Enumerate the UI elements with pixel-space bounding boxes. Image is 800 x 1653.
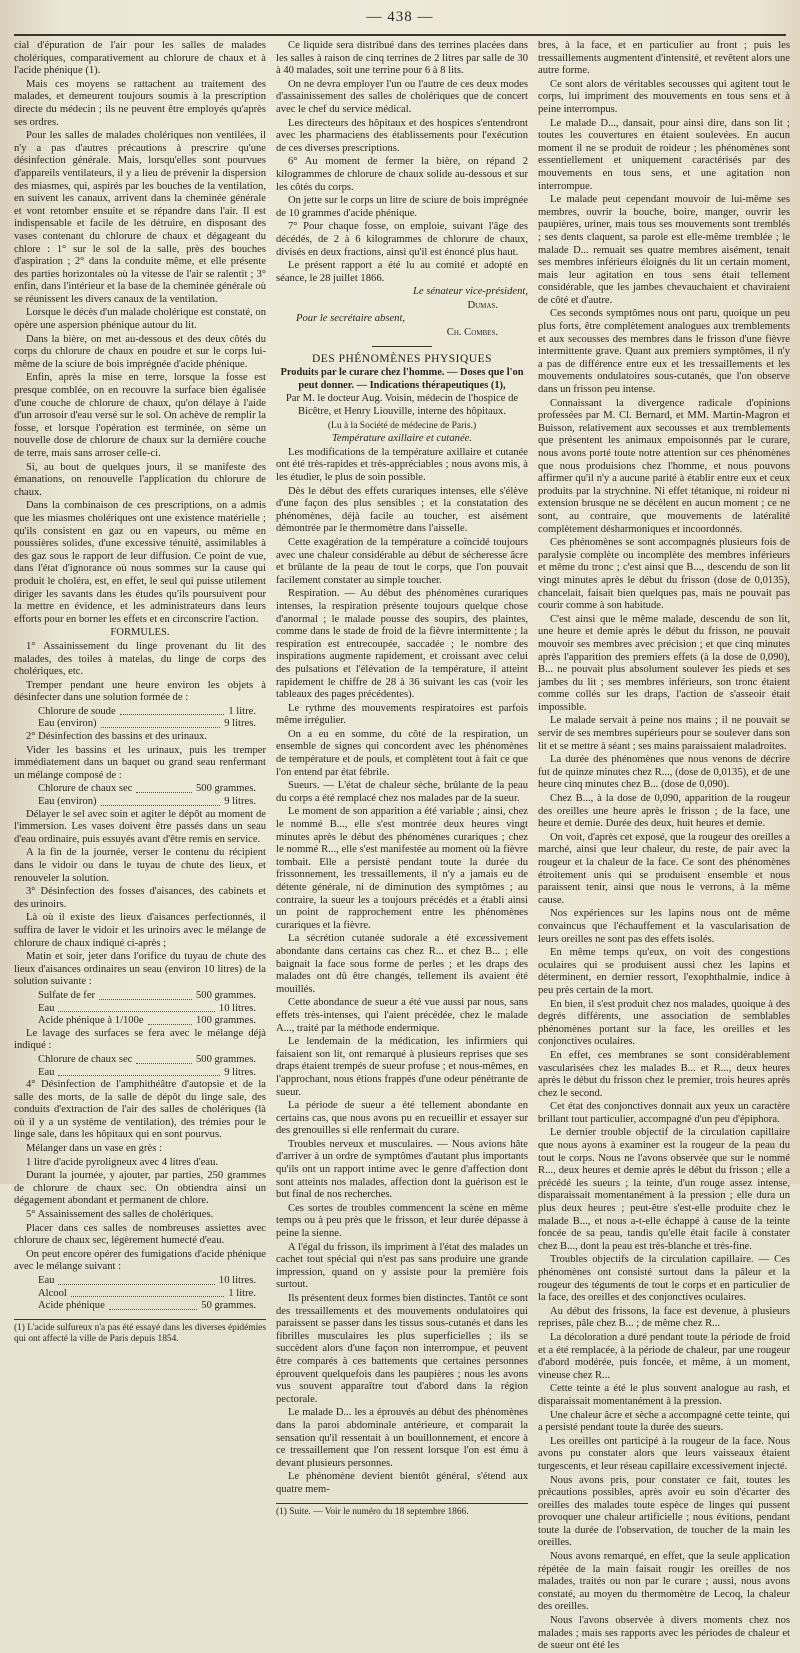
paragraph: Dans la combinaison de ces prescriptions, on a admis que les miasmes cholériques ont une existence matérielle ; qu'ils consistent en gaz ou en vapeurs, ou même en poussières solides, d'une excessive ténuité, assimilables à des gaz sous le rapport de leur diffusion. Ce point de vue, dans l'état d'ignorance où nous sommes sur la cause qui produit le choléra, est, en effet, le seul qui puisse utilement diriger les savants dans les études qu'ils poursuivent pour la mettre en évidence, et les administrateurs dans leurs efforts pour en borner les effets et en circonscrire l'action. [14,500,266,625]
paragraph: Sueurs. — L'état de chaleur sèche, brûlante de la peau du corps a été remplacé chez nos malades par de la sueur. [276,780,528,804]
formula-line: Chlorure de soude 1 litre. [38,705,256,717]
paragraph: 7° Pour chaque fosse, on emploie, suivant l'âge des décédés, de 2 à 6 kilogrammes de chlorure de chaux, divisés en deux fractions, ainsi qu'il est énoncé plus haut. [276,221,528,258]
page-number: — 438 — [366,8,434,25]
paragraph: Placer dans ces salles de nombreuses assiettes avec chlorure de chaux sec, légèrement humecté d'eau. [14,1222,266,1247]
paragraph: Connaissant la divergence radicale d'opinions professées par M. Cl. Bernard, et MM. Martin-Magron et Buisson, relativement aux secousses et aux tremblements que présentent les animaux empoisonnés par le curare, nous avons porté toute notre attention sur ces phénomènes que nous produisions chez l'homme, et nous pouvons affirmer qu'il n'y a aucune parité à établir entre eux et ceux produits par la strychnine. Ni effet tétanique, ni roideur ni extension brusque ne se décèlent en aucun moment ; ce ne sont, au contraire, que mouvements de latéralité complètement désharmoniques et incoordonnés. [538,397,790,535]
paragraph: Au début des frissons, la face est devenue, à plusieurs reprises, pâle chez B... ; de même chez R... [538,1305,790,1330]
article-read-note: (Lu à la Société de médecine de Paris.) [327,420,477,431]
paragraph: Ce sont alors de véritables secousses qui agitent tout le corps, lui impriment des mouvements en tous sens et à peine interrompus. [538,78,790,115]
formula-line: Eau 9 litres. [38,1066,256,1078]
paragraph: Le malade D... les a éprouvés au début des phénomènes dans la paroi abdominale antérieure, et comparait la sensation qu'il ressentait à un bouillonnement, et encore à ce tressaillement que l'on ressent lorsque l'on est ému à devant plusieurs personnes. [276,1407,528,1469]
footnote: (1) Suite. — Voir le numéro du 18 septembre 1866. [276,1503,528,1518]
paragraph: La sécrétion cutanée sudorale a été excessivement abondante dans certains cas chez R... et chez B... ; elle baignait la face sous forme de perles ; et les draps des malades ont dû être changés, tellement ils avaient été mouillés. [276,933,528,995]
paragraph: Respiration. — Au début des phénomènes curariques intenses, la respiration présente toujours quelque chose d'anormal ; le malade pousse des soupirs, des plaintes, comme dans le stade de froid de la fièvre intermittente ; la respiration est entrecoupée, saccadée ; le nombre des inspirations augmente rapidement, et croissant avec celui des pulsations et l'élévation de la température, il atteint rapidement le chiffre de 28 à 36 suivant les cas (voir les tableaux des pages précédentes). [276,588,528,701]
paragraph: bres, à la face, et en particulier au front ; puis les tressaillements augmentent d'intensité, et revêtent alors une autre forme. [538,40,790,77]
formula-line: Chlorure de chaux sec 500 grammes. [38,783,256,795]
paragraph: cial d'épuration de l'air pour les salles de malades cholériques, comparativement au chlorure de chaux et à l'acide phénique (1). [14,40,266,77]
paragraph: Le rythme des mouvements respiratoires est parfois même irrégulier. [276,702,528,727]
article-title: DES PHÉNOMÈNES PHYSIQUES [311,352,493,365]
column-middle [276,40,529,1517]
paragraph: Chez B..., à la dose de 0,090, apparition de la rougeur des oreilles une heure après le frisson ; de la face, une heure et demie. Durée des deux, huit heures et demie. [538,793,790,830]
section-heading-formules: FORMULES. [110,627,170,639]
paragraph: 6° Au moment de fermer la bière, on répand 2 kilogrammes de chlorure de chaux solide au-dessous et sur les côtés du corps. [276,156,528,193]
paragraph: Le phénomène devient bientôt général, s'étend aux quatre mem- [276,1471,528,1495]
paragraph: Si, au bout de quelques jours, il se manifeste des émanations, on renouvelle l'application du chlorure de chaux. [14,461,266,498]
paragraph: 1° Assainissement du linge provenant du lit des malades, des toiles à matelas, du linge de corps des cholériques, etc. [14,640,266,678]
paragraph: Mélanger dans un vase en grès : [26,1143,162,1155]
paragraph: En même temps qu'eux, on voit des congestions oculaires qui se produisent aussi chez les lapins et déterminent, en dernier ressort, l'exophthalmie, indice à peu près certain de la mort. [538,947,790,996]
paragraph: Le lavage des surfaces se fera avec le mélange déjà indiqué : [14,1027,266,1052]
paragraph: Ces seconds symptômes nous ont paru, quoique un peu plus forts, être complètement analogues aux tremblements et aux secousses des membres dans le frisson d'une fièvre intermittente grave. Quant aux premiers symptômes, il n'y a pas de différence entre eux et les tressaillements et les mouvements ondulatoires sous-cutanés, que l'on observe dans un frisson peu intense. [538,308,790,396]
paragraph: Le moment de son apparition a été variable ; ainsi, chez le nommé B..., elle s'est montrée deux heures vingt minutes après le début des phénomènes curariques ; chez le nommé R..., elle s'est manifestée au moment où la fièvre tombait. Elle a persisté pendant toute la durée du frissonnement, les tressaillements, il n'y a jamais eu de détente générale, ni de diminution des symptômes ; au contraire, la sueur les a toujours précédés et a établi ainsi un point de rapprochement entre les phénomènes curariques et la fièvre. [276,806,528,931]
paragraph: Cette teinte a été le plus souvent analogue au rash, et disparaissait momentanément à la pression. [538,1383,790,1407]
paragraph: Mais ces moyens se rattachent au traitement des malades, et demeurent toujours soumis à la prescription directe du médecin ; ils ne peuvent être employés qu'après ses ordres. [14,78,266,128]
paragraph: Ils présentent deux formes bien distinctes. Tantôt ce sont des tressaillements et des mouvements ondulatoires qui paraissent se passer dans les tissus sous-cutanés et dans les fibrilles musculaires les plus superficielles ; ils se succèdent alors d'une façon non interrompue, et peuvent être comparés à ces battements que certaines personnes éprouvent quelquefois dans les paupières ; nous les avons vus souvent apparaître tout d'abord dans la région pectorale. [276,1293,529,1405]
paragraph: En effet, ces membranes se sont considérablement vascularisées chez les malades B... et R..., deux heures après le début du frisson chez le premier, trois heures après chez le second. [538,1049,790,1099]
formula-line: Eau (environ) 9 litres. [38,718,256,730]
section-heading: Température axillaire et cutanée. [331,433,473,445]
formula-line: Alcool 1 litre. [38,1287,256,1299]
formula-line: Eau (environ) 9 litres. [38,796,256,808]
paragraph: Enfin, après la mise en terre, lorsque la fosse est presque comblée, on en recouvre la surface bien égalisée d'une couche de chlorure de chaux, qu'on délaye à l'aide d'un arrosoir d'eau versé sur le sol. On achève de remplir la fosse, et lorsque l'opération est terminée, on sème un nouvelle dose de chlorure de chaux sur la dernière couche de terre, mais sans arroser celle-ci. [14,372,266,459]
paragraph: Ce liquide sera distribué dans des terrines placées dans les salles à raison de cinq terrines de 2 litres par salle de 30 à 40 malades, soit une terrine pour 6 à 8 lits. [276,40,528,77]
paragraph: La durée des phénomènes que nous venons de décrire fut de quinze minutes chez R..., (dose de 0,0135), et de une heure cinq minutes chez B... (dose de 0,090). [538,754,790,791]
formula-line: Acide phénique à 1/100e 100 grammes. [38,1015,256,1027]
paragraph: On jette sur le corps un litre de sciure de bois imprégnée de 10 grammes d'acide phénique. [276,195,528,219]
paragraph: Les oreilles ont participé à la rougeur de la face. Nous avons pu constater alors que leurs vaisseaux étaient turgescents, et leur réseau capillaire excessivement injecté. [538,1435,790,1472]
paragraph: Une chaleur âcre et sèche a accompagné cette teinte, qui a persisté pendant toute la durée des sueurs. [538,1409,790,1434]
paragraph: A l'égal du frisson, ils impriment à l'état des malades un cachet tout spécial qui n'est pas sans produire une grande impression, quand on y assiste pour la première fois surtout. [276,1241,528,1291]
paragraph: Nous l'avons observée à divers moments chez nos malades ; mais ses rapports avec les périodes de chaleur et de sueur ont été les [538,1615,790,1652]
paragraph: Tremper pendant une heure environ les objets à désinfecter dans une solution formée de : [14,679,266,704]
paragraph: Délayer le sel avec soin et agiter le dépôt au moment de l'immersion. Les vases doivent être passés dans un seau d'eau ordinaire, puis essuyés avant d'être remis en service. [14,808,266,845]
footnote: (1) L'acide sulfureux n'a pas été essayé dans les diverses épidémies qui ont affecté la ville de Paris depuis 1854. [14,1319,266,1345]
signature-name: Ch. Combes. [446,327,498,339]
paragraph: 2° Désinfection des bassins et des urinaux. [26,731,208,743]
paragraph: 4° Désinfection de l'amphithéâtre d'autopsie et de la salle des morts, de la salle de dépôt du linge sale, des conduits d'extraction de l'air des salles de cholériques (là où il y a un système de ventilation), des trémies pour le linge sale, dans les hôpitaux qui en sont pourvus. [14,1079,266,1141]
paragraph: Les directeurs des hôpitaux et des hospices s'entendront avec les pharmaciens des établissements pour l'exécution de ces diverses prescriptions. [276,117,528,154]
header-rule [14,34,786,36]
paragraph: Troubles objectifs de la circulation capillaire. — Ces phénomènes ont consisté surtout dans la pâleur et la rougeur des téguments de tout le corps et en particulier de la face, des oreilles et des conjonctives oculaires. [538,1254,790,1304]
paragraph: 3° Désinfection des fosses d'aisances, des cabinets et des urinoirs. [14,886,266,910]
paragraph: 5° Assainissement des salles de cholériques. [26,1209,214,1221]
page-header [0,0,800,34]
paragraph: Troubles nerveux et musculaires. — Nous avions hâte d'arriver à un ordre de symptômes d'autant plus importants qu'ils ont un rapport intime avec le genre d'affection dont sont atteints nos malades, affection dont la guérison est le but final de nos recherches. [276,1138,528,1201]
paragraph: Dès le début des effets curariques intenses, elle s'élève d'une façon des plus sensibles ; et la constatation des phénomènes, déjà facile au toucher, est aisément démontrée par le thermomètre dans l'aisselle. [276,485,528,535]
paragraph: On voit, d'après cet exposé, que la rougeur des oreilles a marché, ainsi que leur chaleur, du reste, de pair avec la rougeur et la chaleur de la face. Ce sont des phénomènes étroitement unis qui se produisent ensemble et nous paraissent tenir, ainsi que nous le verrons, à la même cause. [538,831,790,906]
paragraph: En bien, il s'est produit chez nos malades, quoique à des degrés différents, une association de semblables phénomènes portant sur la face, les oreilles et les conjonctives oculaires. [538,998,790,1048]
formula-line: Chlorure de chaux sec 500 grammes. [38,1053,256,1065]
paragraph: Le malade peut cependant mouvoir de lui-même ses membres, ouvrir la bouche, boire, manger, ouvrir les paupières, uriner, mais tous ses mouvements sont tremblés ; ses dents claquent, sa parole est elle-même tremblée ; le malade D... remuait ses quatre membres aisément, tenait ses membres inférieurs éloignés du lit un certain moment, mais leur agitation en tous sens était tellement considérable, que les jambes chevauchaient et chaviraient de côté et d'autre. [538,194,790,306]
paragraph: Là où il existe des lieux d'aisances perfectionnés, il suffira de laver le vidoir et les urinoirs avec le mélange de chlorure de chaux indiqué ci-après ; [14,912,266,949]
section-divider [372,346,432,347]
paragraph: On a eu en somme, du côté de la respiration, un ensemble de signes qui concordent avec les phénomènes de température et de pouls, et complètent tout à fait ce que l'on entend par état fébrile. [276,728,528,778]
formula-line: Eau 10 litres. [38,1002,256,1014]
column-left [14,40,266,1344]
paragraph: A la fin de la journée, verser le contenu du récipient dans le vidoir ou dans le tuyau de chute des lieux, et renouveler la solution. [14,847,266,884]
paragraph: Le malade D..., dansait, pour ainsi dire, dans son lit ; toutes les couvertures en étaient soulevées. En aucun moment il ne se produit de roideur ; les phénomènes sont essentiellement et uniquement caractérisés par des mouvements en tous sens, et une agitation non interrompue. [538,117,790,192]
paragraph: Nos expériences sur les lapins nous ont de même convaincus que l'échauffement et la vascularisation de leurs oreilles ne sont pas des effets isolés. [538,908,790,945]
paragraph: Le dernier trouble objectif de la circulation capillaire que nous ayons à examiner est la rougeur de la peau du tout le corps. Nous ne l'avons observée que sur le nommé R..., deux heures et demie après le début du frisson ; elle a précédé les sueurs ; la teinte, d'un rouge assez intense, disparaissait momentanément à la pression ; elle dura un plus deux heures ; peut-être s'est-elle produite chez le malade B..., et nous a-t-elle échappé à cause de la teinte foncée de sa peau, tandis qu'elle était facile à constater chez B..., dont la peau est très-blanche et très-fine. [538,1127,790,1252]
paragraph: C'est ainsi que le même malade, descendu de son lit, une heure et demie après le début du frisson, ne pouvait mouvoir ses membres avec précision ; et que cinq minutes après l'apparition des premiers effets (à la dose de 0,090), B... ne pouvait plus absolument soulever les pieds et ses jambes du lit ; ses membres inférieurs, son tronc étaient comme collés sur les draps, l'action de s'asseoir était impossible. [538,613,790,713]
paragraph: La décoloration a duré pendant toute la période de froid et a été remplacée, à la période de chaleur, par une rougeur d'abord modérée, puis foncée, et même, à un moment, vineuse chez R... [538,1331,790,1381]
paragraph: Pour les salles de malades cholériques non ventilées, il n'y a pas d'autres précautions à prescrire qu'une désinfection générale. Mais, lorsqu'elles sont pourvues d'appareils ventilateurs, il y a lieu de prévenir la dispersion des miasmes, qui, aspirés par les bouches de la ventilation, en suivent les canaux, arrivent dans la cheminée générale et vont retomber ensuite et se répandre dans l'air. Il est indispensable et facile de les détruire, en disposant des vases contenant du chlorure de chaux et dégageant du chlore : 1° sur le sol de la salle, près des bouches d'aspiration ; 2° dans la conduite même, et elle présente des parties horizontales où la vitesse de l'air se ralentit ; 3° enfin, dans l'intérieur et la base de la cheminée générale où se réunissent les divers canaux de la ventilation. [14,130,266,305]
paragraph: Lorsque le décès d'un malade cholérique est constaté, on opère une aspersion phénique autour du lit. [14,307,266,332]
paragraph: Le malade servait à peine nos mains ; il ne pouvait se servir de ses membres supérieurs pour se soulever dans son lit et se mettre à séant ; ses mains paraissaient maladroites. [538,715,790,752]
paragraph: Les modifications de la température axillaire et cutanée ont été très-rapides et très-appréciables ; nous avons mis, à les étudier, le plus de soin possible. [276,446,528,483]
paragraph: Nous avons pris, pour constater ce fait, toutes les précautions possibles, après avoir eu soin d'écarter des oreilles des malades toute espèce de linges qui pussent provoquer une chaleur artificielle ; nous évitions, pendant toute la durée de l'observation, de toucher de la main les oreilles. [538,1474,790,1549]
paragraph: Le présent rapport a été lu au comité et adopté en séance, le 28 juillet 1866. [276,260,528,284]
paragraph: Durant la journée, y ajouter, par parties, 250 grammes de chlorure de chaux sec. On obtiendra ainsi un dégagement abondant et permanent de chlore. [14,1170,266,1207]
paragraph: Vider les bassins et les urinaux, puis les tremper immédiatement dans un baquet ou grand seau renfermant un mélange composé de : [14,744,266,781]
paragraph: Cette abondance de sueur a été vue aussi par nous, sans effets très-intenses, qui l'aient précédée, chez le malade A..., traité par la méthode endermique. [276,997,528,1034]
paragraph: Cette exagération de la température a coïncidé toujours avec une chaleur considérable au début de sécheresse âcre et brûlante de la peau de tout le corps, que l'on pouvait facilement constater au simple toucher. [276,536,528,586]
paragraph: Cet état des conjonctives donnait aux yeux un caractère brillant tout particulier, accompagné d'un peu d'épiphora. [538,1101,790,1125]
paragraph: On peut encore opérer des fumigations d'acide phénique avec le mélange suivant : [14,1248,266,1273]
paragraph: Nous avons remarqué, en effet, que la seule application répétée de la main faisait rougir les oreilles de nos malades, traités ou non par le curare ; aussi, nous avons constaté, au moyen du thermomètre de Lecoq, la chaleur des oreilles. [538,1551,790,1613]
text-columns [14,40,790,1652]
paragraph: Ces sortes de troubles commencent la scène en même temps ou à peu près que le frisson, et leur durée dépasse à peine la sienne. [276,1202,528,1240]
signature-note: Pour le secrétaire absent, [296,313,406,325]
paragraph: La période de sueur a été tellement abondante en certains cas, que nous avons pu en recueillir et essayer sur des grenouilles si elle renfermait du curare. [276,1100,528,1137]
formula-line: Acide phénique 50 grammes. [38,1300,256,1312]
signature-title: Le sénateur vice-président, [412,286,528,298]
formula-line: Eau 10 litres. [38,1275,256,1286]
formula-line: Sulfate de fer 500 grammes. [38,989,256,1001]
paragraph: 1 litre d'acide pyroligneux avec 4 litres d'eau. [26,1156,219,1168]
paragraph: Matin et soir, jeter dans l'orifice du tuyau de chute des lieux d'aisances ordinaires un seau (environ 10 litres) de la solution suivante : [14,951,266,988]
article-subtitle: Produits par le curare chez l'homme. — Doses que l'on peut donner. — Indications thérapeutiques (1), [280,367,524,391]
paragraph: Dans la bière, on met au-dessous et des deux côtés du corps du chlorure de chaux en poudre et sur le corps lui-même de la sciure de bois imprégnée d'acide phénique. [14,333,266,370]
paragraph: Ces phénomènes se sont accompagnés plusieurs fois de paralysie complète ou incomplète des membres inférieurs et même du tronc ; c'est ainsi que B..., descendu de son lit vingt minutes après le début du frisson (dose de 0,0135), chancelait, faisait bien quelques pas, mais ne pouvait pas courir comme à son habitude. [538,537,790,612]
paragraph: Le lendemain de la médication, les infirmiers qui faisaient son lit, ont remarqué à plusieurs reprises que ses draps étaient trempés de sueur profuse ; et nous-mêmes, en l'approchant, nous étions frappés d'une odeur pénétrante de sueur. [276,1036,528,1098]
article-byline: Par M. le docteur Aug. Voisin, médecin de l'hospice de Bicêtre, et Henry Liouville, interne des hôpitaux. [285,393,519,418]
column-right [538,40,790,1652]
signature-name: Dumas. [467,299,498,311]
paragraph: On ne devra employer l'un ou l'autre de ces deux modes d'assainissement des salles de cholériques que de concert avec le chef du service médical. [276,78,528,115]
